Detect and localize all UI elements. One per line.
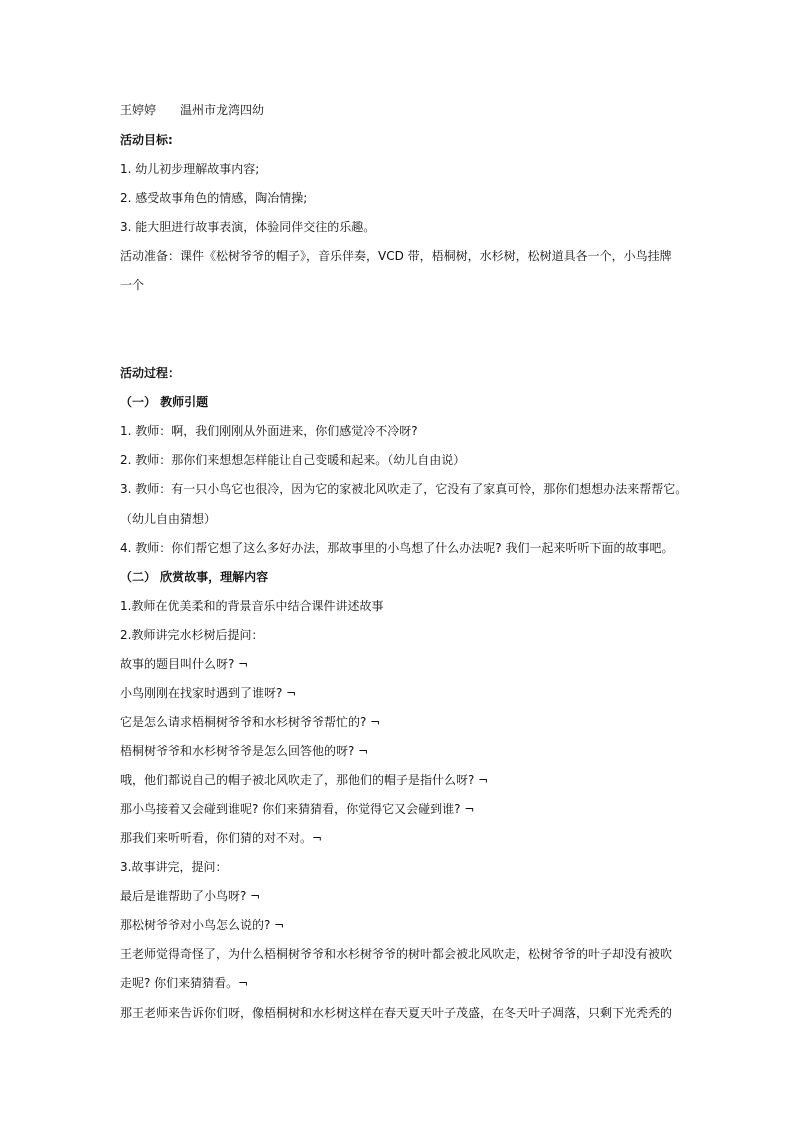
process-step: 1. 教师：啊，我们刚刚从外面进来，你们感觉冷不冷呀? (120, 424, 418, 438)
section-heading: （一） 教师引题 (120, 395, 209, 409)
process-step: 3.故事讲完，提问： (120, 860, 228, 874)
question-line: 王老师觉得奇怪了，为什么梧桐树爷爷和水杉树爷爷的树叶都会被北风吹走，松树爷爷的叶子却没有被吹 (120, 947, 673, 961)
question-line: 故事的题目叫什么呀? ¬ (120, 657, 249, 671)
preparation-line: 活动准备：课件《松树爷爷的帽子》，音乐伴奏，VCD 带，梧桐树，水杉树，松树道具各一个，小鸟挂牌 (120, 249, 672, 263)
goals-heading: 活动目标: (120, 133, 173, 147)
process-heading: 活动过程： (120, 366, 181, 380)
process-step-note: （幼儿自由猜想） (120, 512, 217, 526)
process-step: 4. 教师：你们帮它想了这么多好办法，那故事里的小鸟想了什么办法呢? 我们一起来听听下面的故事吧。 (120, 541, 674, 555)
question-line: 那松树爷爷对小鸟怎么说的? ¬ (120, 918, 285, 932)
section-heading: （二） 欣赏故事，理解内容 (120, 570, 269, 584)
author-name: 王婷婷 (120, 103, 157, 117)
goal-item: 2. 感受故事角色的情感，陶冶情操; (120, 191, 308, 205)
process-step: 1.教师在优美柔和的背景音乐中结合课件讲述故事 (120, 599, 384, 613)
process-step: 3. 教师：有一只小鸟它也很冷，因为它的家被北风吹走了，它没有了家真可怜，那你们想想办法来帮帮它。 (120, 482, 688, 496)
school-name: 温州市龙湾四幼 (180, 103, 265, 117)
question-line: 最后是谁帮助了小鸟呀? ¬ (120, 889, 261, 903)
process-step: 2. 教师：那你们来想想怎样能让自己变暖和起来。（幼儿自由说） (120, 453, 466, 467)
question-line: 小鸟刚刚在找家时遇到了谁呀? ¬ (120, 686, 297, 700)
question-line: 哦，他们都说自己的帽子被北风吹走了，那他们的帽子是指什么呀? ¬ (120, 773, 489, 787)
question-line: 那小鸟接着又会碰到谁呢? 你们来猜猜看，你觉得它又会碰到谁? ¬ (120, 802, 475, 816)
question-line-continued: 走呢? 你们来猜猜看。¬ (120, 976, 249, 990)
process-step: 2.教师讲完水杉树后提问： (120, 628, 264, 642)
question-line: 它是怎么请求梧桐树爷爷和水杉树爷爷帮忙的? ¬ (120, 715, 381, 729)
author-line (120, 103, 264, 117)
goal-item: 1. 幼儿初步理解故事内容; (120, 162, 260, 176)
question-line: 那王老师来告诉你们呀，像梧桐树和水杉树这样在春天夏天叶子茂盛，在冬天叶子凋落，只剩下光秃秃的 (120, 1006, 673, 1020)
question-line: 梧桐树爷爷和水杉树爷爷是怎么回答他的呀? ¬ (120, 744, 369, 758)
goal-item: 3. 能大胆进行故事表演，体验同伴交往的乐趣。 (120, 220, 376, 234)
question-line: 那我们来听听看，你们猜的对不对。¬ (120, 831, 323, 845)
preparation-line-continued: 一个 (120, 278, 145, 292)
